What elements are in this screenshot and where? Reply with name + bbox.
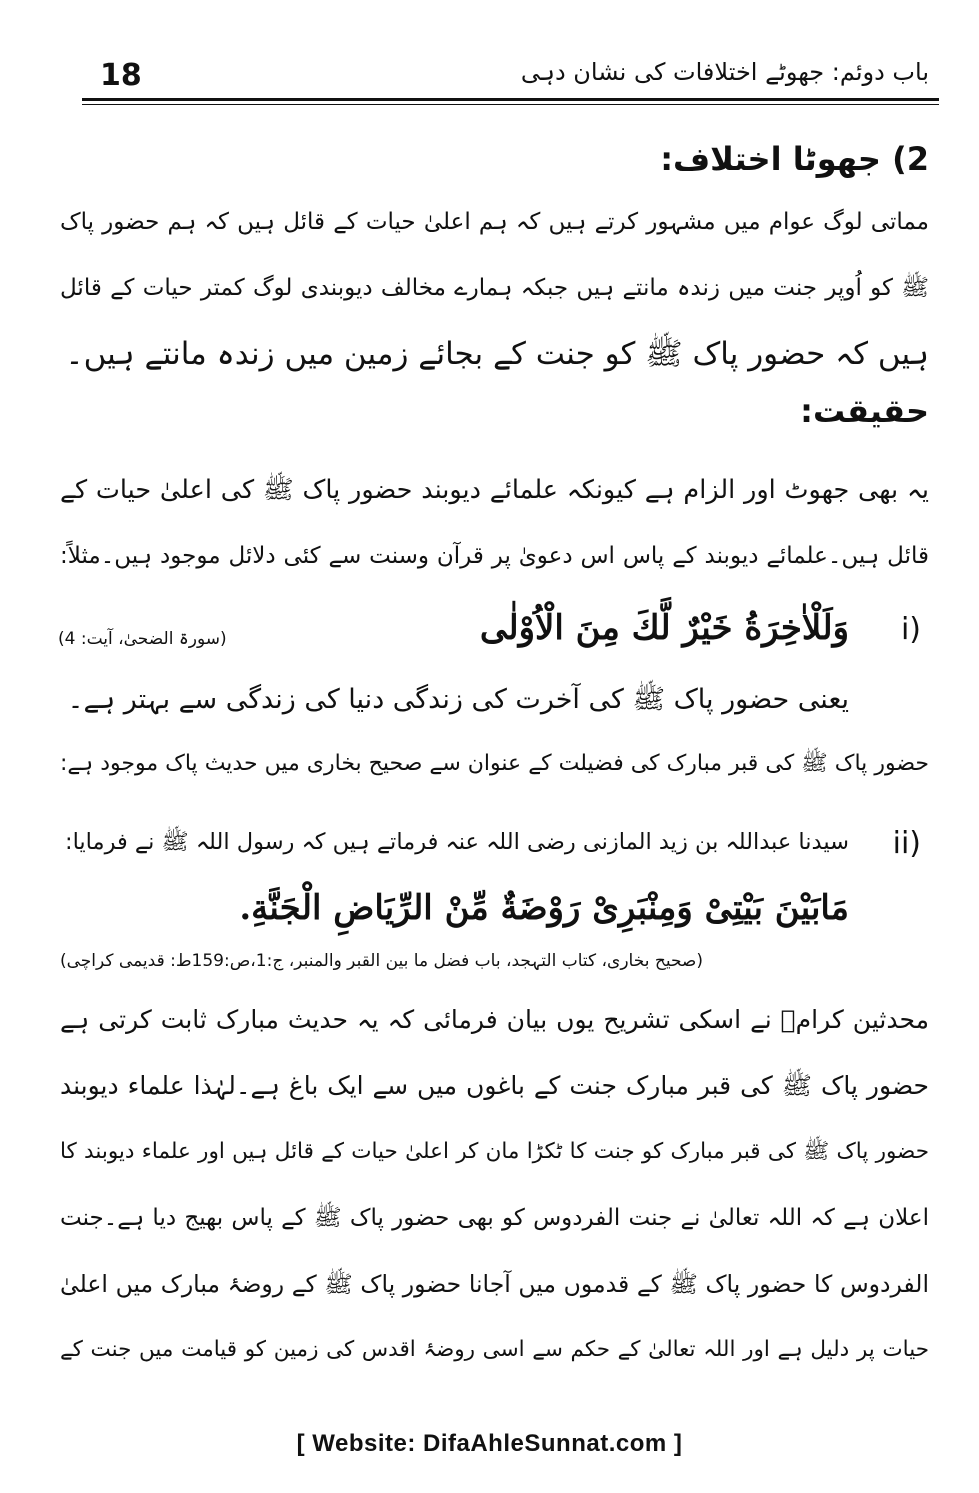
claim-line-1: مماتی لوگ عوام میں مشہور کرتے ہیں کہ ہم اعلیٰ حیات کے قائل ہیں کہ ہم حضور پاک — [60, 209, 929, 235]
hadith-text: مَابَيْنَ بَيْتِىْ وَمِنْبَرِىْ رَوْضَةٌ مِّنْ الرِّيَاضِ الْجَنَّةِ. — [239, 888, 849, 928]
claim-line-2: ﷺ کو اُوپر جنت میں زندہ مانتے ہیں جبکہ ہمارے مخالف دیوبندی لوگ کمتر حیات کے قائل — [60, 275, 929, 301]
evidence-2-label: ii) — [892, 826, 921, 861]
running-head: باب دوئم: جھوٹے اختلافات کی نشان دہی — [520, 58, 929, 86]
explanation-line-6: حیات پر دلیل ہے اور اللہ تعالیٰ کے حکم سے اسی روضۂ اقدس کی زمین کو قیامت میں جنت کے — [60, 1337, 929, 1362]
section-heading: 2) جھوٹا اختلاف: — [660, 140, 929, 178]
header-rule-thick — [82, 98, 939, 101]
quran-verse: وَلَلْاٰخِرَةُ خَيْرٌ لَّكَ مِنَ الْاُوْلٰى — [479, 608, 849, 648]
hadith-reference: (صحیح بخاری، کتاب التہجد، باب فضل ما بین القبر والمنبر، ج:1،ص:159ط: قدیمی کراچی) — [60, 951, 703, 971]
verse-translation: یعنی حضور پاک ﷺ کی آخرت کی زندگی دنیا کی زندگی سے بہتر ہے۔ — [67, 684, 849, 715]
reality-heading: حقیقت: — [800, 392, 929, 430]
evidence-1-label: i) — [900, 612, 921, 647]
bukhari-note: حضور پاک ﷺ کی قبر مبارک کی فضیلت کے عنوان سے صحیح بخاری میں حدیث پاک موجود ہے: — [60, 751, 929, 776]
claim-line-3: ہیں کہ حضور پاک ﷺ کو جنت کے بجائے زمین میں زندہ مانتے ہیں۔ — [65, 336, 929, 372]
explanation-line-4: اعلان ہے کہ اللہ تعالیٰ نے جنت الفردوس کو بھی حضور پاک ﷺ کے پاس بھیج دیا ہے۔جنت — [60, 1205, 929, 1231]
reality-line-2: قائل ہیں۔علمائے دیوبند کے پاس اس دعویٰ پر قرآن وسنت سے کئی دلائل موجود ہیں۔مثلاً: — [60, 543, 929, 569]
verse-reference: (سورۃ الضحیٰ، آیت: 4) — [58, 629, 227, 649]
explanation-line-1: محدثین کرامؒ نے اسکی تشریح یوں بیان فرمائی کہ یہ حدیث مبارک ثابت کرتی ہے — [60, 1005, 929, 1034]
explanation-line-3: حضور پاک ﷺ کی قبر مبارک کو جنت کا ٹکڑا مان کر اعلیٰ حیات کے قائل ہیں اور علماء دیوبند کا — [60, 1139, 929, 1164]
website-footer: [ Website: DifaAhleSunnat.com ] — [296, 1430, 683, 1457]
page-number: 18 — [100, 58, 142, 93]
page-header — [82, 52, 939, 100]
hadith-narration: سیدنا عبداللہ بن زید المازنی رضی اللہ عنہ فرماتے ہیں کہ رسول اللہ ﷺ نے فرمایا: — [64, 829, 849, 855]
explanation-line-5: الفردوس کا حضور پاک ﷺ کے قدموں میں آجانا حضور پاک ﷺ کے روضۂ مبارک میں اعلیٰ — [60, 1270, 929, 1298]
explanation-line-2: حضور پاک ﷺ کی قبر مبارک جنت کے باغوں میں سے ایک باغ ہے۔لہٰذا علماء دیوبند — [60, 1071, 929, 1100]
header-rule-thin — [82, 104, 939, 105]
reality-line-1: یہ بھی جھوٹ اور الزام ہے کیونکہ علمائے دیوبند حضور پاک ﷺ کی اعلیٰ حیات کے — [60, 475, 929, 505]
